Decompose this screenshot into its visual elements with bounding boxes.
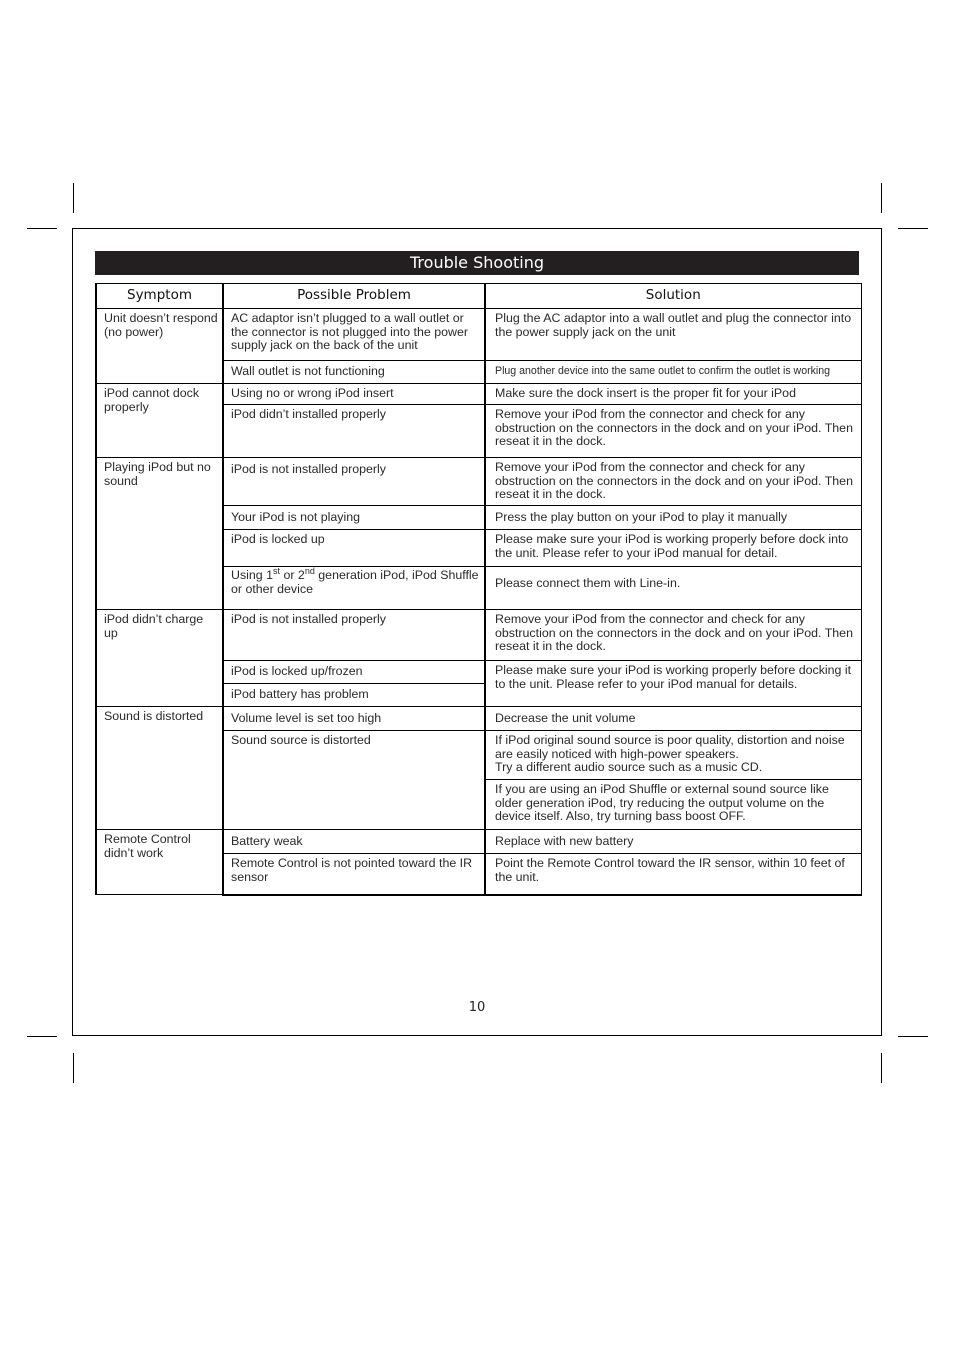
table-row	[96, 830, 861, 854]
solution-cell: Please connect them with Line-in.	[485, 567, 861, 610]
solution-cell: Press the play button on your iPod to play it manually	[485, 506, 861, 530]
page-title: Trouble Shooting	[95, 251, 859, 275]
header-possible-problem: Possible Problem	[223, 284, 485, 309]
crop-mark-bottom-left	[73, 1053, 74, 1083]
solution-cell: Point the Remote Control toward the IR sensor, within 10 feet of the unit.	[485, 854, 861, 895]
solution-cell: Plug the AC adaptor into a wall outlet and plug the connector into the power supply jack on the unit	[485, 309, 861, 361]
crop-mark-left-top	[27, 228, 57, 229]
superscript: nd	[304, 566, 315, 576]
solution-text: Try a different audio source such as a music CD.	[495, 760, 763, 775]
solution-cell: Decrease the unit volume	[485, 707, 861, 731]
solution-cell: Remove your iPod from the connector and check for any obstruction on the connectors in the dock and on your iPod. Then reseat it in the dock.	[485, 610, 861, 661]
table-row	[96, 309, 861, 361]
crop-mark-right-top	[898, 228, 928, 229]
problem-cell: Your iPod is not playing	[223, 506, 485, 530]
crop-mark-bottom-right	[881, 1053, 882, 1083]
symptom-cell: iPod didn’t charge up	[96, 610, 223, 707]
problem-cell: Battery weak	[223, 830, 485, 854]
problem-cell	[223, 567, 485, 610]
problem-cell: Wall outlet is not functioning	[223, 361, 485, 384]
symptom-cell: Unit doesn’t respond (no power)	[96, 309, 223, 384]
problem-text: Using 1	[231, 568, 274, 582]
solution-cell: Make sure the dock insert is the proper fit for your iPod	[485, 384, 861, 405]
problem-text: or 2	[280, 568, 305, 582]
symptom-cell: Playing iPod but no sound	[96, 458, 223, 610]
problem-cell: Remote Control is not pointed toward the IR sensor	[223, 854, 485, 895]
solution-cell	[485, 731, 861, 780]
problem-text: generation iPod, iPod Shuffle or other device	[231, 568, 479, 596]
solution-cell: Remove your iPod from the connector and check for any obstruction on the connectors in the dock and on your iPod. Then reseat it in the dock.	[485, 458, 861, 506]
table-row	[96, 707, 861, 731]
problem-cell: iPod is not installed properly	[223, 610, 485, 661]
solution-cell: If you are using an iPod Shuffle or external sound source like older generation iPod, try reducing the output volume on the device itself. Also, try turning bass boost OFF.	[485, 780, 861, 830]
problem-cell: iPod didn’t installed properly	[223, 405, 485, 458]
crop-mark-top-left	[73, 183, 74, 213]
table-row	[96, 458, 861, 506]
crop-mark-left-bottom	[27, 1036, 57, 1037]
solution-cell: Please make sure your iPod is working properly before docking it to the unit. Please refer to your iPod manual for details.	[485, 661, 861, 707]
solution-cell: Plug another device into the same outlet to confirm the outlet is working	[485, 361, 861, 384]
page-number: 10	[468, 1000, 486, 1015]
problem-cell: Volume level is set too high	[223, 707, 485, 731]
solution-cell: Replace with new battery	[485, 830, 861, 854]
problem-cell: Using no or wrong iPod insert	[223, 384, 485, 405]
solution-text: If iPod original sound source is poor quality, distortion and noise are easily noticed with high-power speakers.	[495, 733, 845, 761]
crop-mark-right-bottom	[898, 1036, 928, 1037]
symptom-cell: Sound is distorted	[96, 707, 223, 830]
symptom-cell: Remote Control didn’t work	[96, 830, 223, 895]
troubleshooting-table	[95, 283, 862, 896]
table-header-row	[96, 284, 861, 309]
table-row	[96, 384, 861, 405]
problem-cell: Sound source is distorted	[223, 731, 485, 830]
superscript: st	[273, 566, 281, 576]
problem-cell: AC adaptor isn’t plugged to a wall outlet or the connector is not plugged into the power supply jack on the back of the unit	[223, 309, 485, 361]
solution-cell: Please make sure your iPod is working properly before dock into the unit. Please refer to your iPod manual for detail.	[485, 530, 861, 567]
symptom-cell: iPod cannot dock properly	[96, 384, 223, 458]
problem-cell: iPod is locked up	[223, 530, 485, 567]
table-row	[96, 610, 861, 661]
problem-cell: iPod is locked up/frozen	[223, 661, 485, 684]
header-solution: Solution	[485, 284, 861, 309]
problem-cell: iPod is not installed properly	[223, 458, 485, 506]
solution-cell: Remove your iPod from the connector and check for any obstruction on the connectors in the dock and on your iPod. Then reseat it in the dock.	[485, 405, 861, 458]
crop-mark-top-right	[881, 183, 882, 213]
problem-cell: iPod battery has problem	[223, 684, 485, 707]
header-symptom: Symptom	[96, 284, 223, 309]
